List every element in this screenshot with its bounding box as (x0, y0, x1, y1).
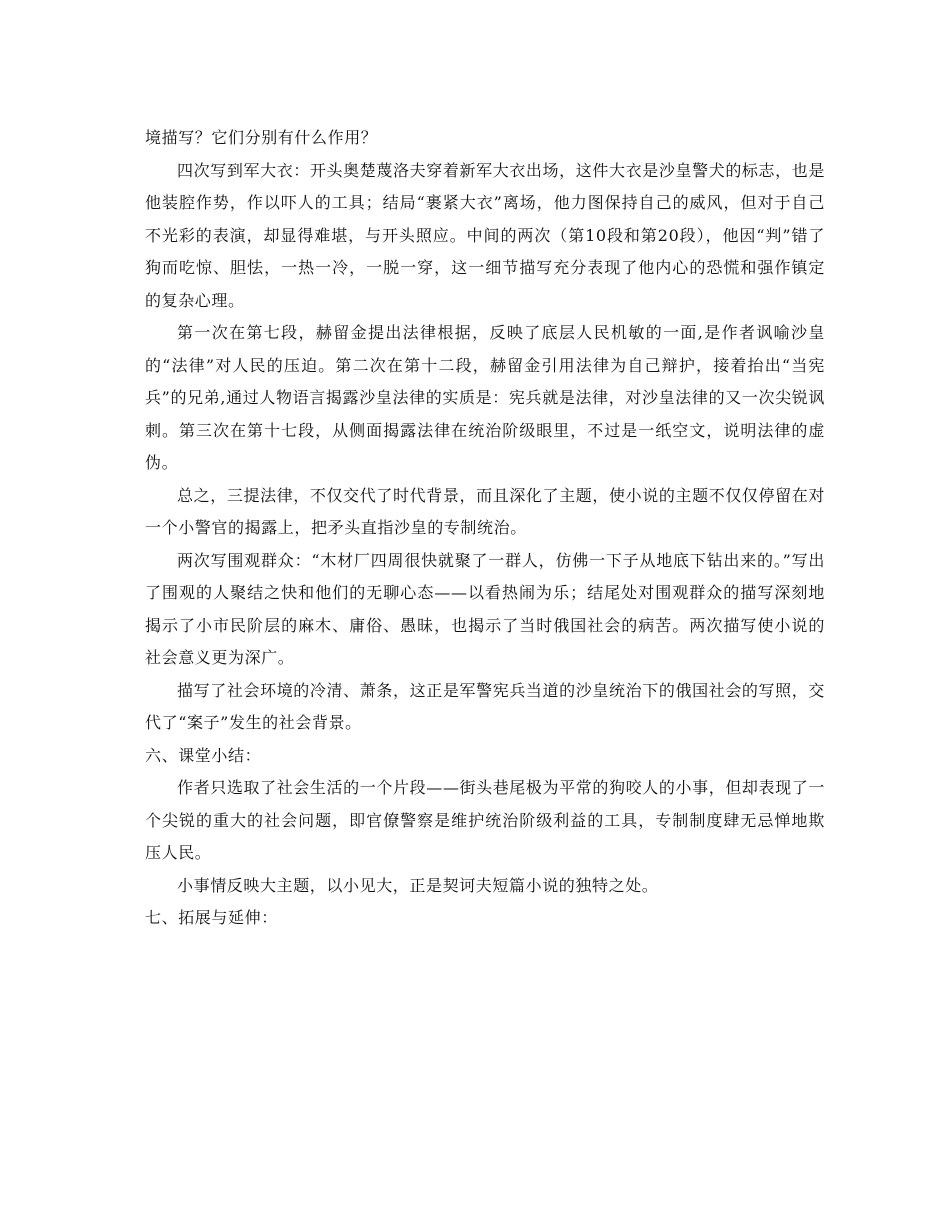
section-heading-extension: 七、拓展与延伸： (145, 908, 278, 927)
paragraph-law-three-mentions: 第一次在第七段，赫留金提出法律根据，反映了底层人民机敏的一面,是作者讽喻沙皇的“法律”对人民的压迫。第二次在第十二段，赫留金引用法律为自己辩护，接着抬出“当宪兵”的兄弟,通过人物语言揭露沙皇法律的实质是：宪兵就是法律，对沙皇法律的又一次尖锐讽刺。第三次在第十七段，从侧面揭露法律在统治阶级眼里，不过是一纸空文，说明法律的虚伪。 (145, 323, 825, 472)
paragraph-environment: 描写了社会环境的冷清、萧条，这正是军警宪兵当道的沙皇统治下的俄国社会的写照，交代了“案子”发生的社会背景。 (145, 680, 825, 732)
paragraph-crowd: 两次写围观群众：“木材厂四周很快就聚了一群人，仿佛一下子从地底下钻出来的。”写出了围观的人聚结之快和他们的无聊心态——以看热闹为乐；结尾处对围观群众的描写深刻地揭示了小市民阶层的麻木、庸俗、愚昧，也揭示了当时俄国社会的病苦。两次描写使小说的社会意义更为深广。 (145, 550, 825, 667)
paragraph-summary-main: 作者只选取了社会生活的一个片段——街头巷尾极为平常的狗咬人的小事，但却表现了一个尖锐的重大的社会问题，即官僚警察是维护统治阶级利益的工具，专制制度肆无忌惮地欺压人民。 (145, 778, 825, 862)
section-heading-summary: 六、课堂小结： (145, 745, 262, 765)
paragraph-summary-closing: 小事情反映大主题，以小见大，正是契诃夫短篇小说的独特之处。 (177, 875, 659, 895)
document-body (145, 122, 825, 935)
paragraph-law-summary: 总之，三提法律，不仅交代了时代背景，而且深化了主题，使小说的主题不仅仅停留在对一个小警官的揭露上，把矛头直指沙皇的专制统治。 (145, 485, 825, 537)
paragraph-military-coat: 四次写到军大衣：开头奥楚蔑洛夫穿着新军大衣出场，这件大衣是沙皇警犬的标志，也是他装腔作势，作以吓人的工具；结局“裹紧大衣”离场，他力图保持自己的威风，但对于自己不光彩的表演，却显得难堪，与开头照应。中间的两次（第10段和第20段），他因“判”错了狗而吃惊、胆怯，一热一冷，一脱一穿，这一细节描写充分表现了他内心的恐慌和强作镇定的复杂心理。 (145, 160, 825, 310)
paragraph-intro-question: 境描写？它们分别有什么作用？ (145, 128, 378, 147)
